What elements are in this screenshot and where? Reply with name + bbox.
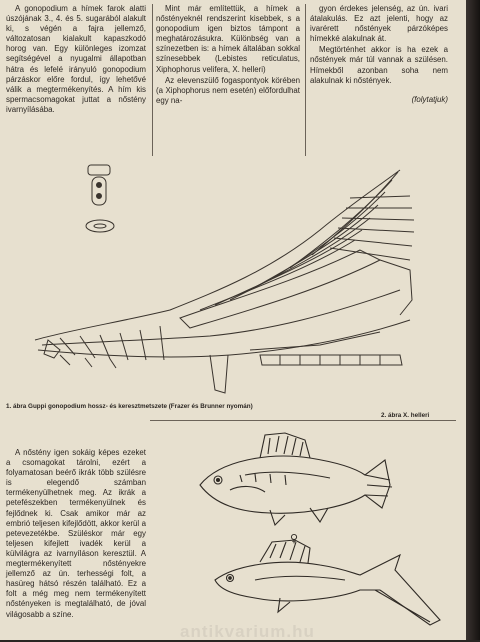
paragraph: Mint már említettük, a hímek a nőstényeknél rendszerint kisebbek, s a gonopodium igen biztos támpont a meghatározásukra. Különbség van a színezetben is: a hímek általában sokkal színesebbek (Lebistes reticulatus, Xiphophorus velifera, X. helleri) — [156, 4, 300, 74]
figure-caption-2: 2. ábra X. helleri — [381, 412, 430, 419]
column-rule — [152, 4, 153, 156]
text-column-2 — [156, 4, 300, 106]
binding-edge — [466, 0, 480, 640]
text-column-4 — [6, 448, 146, 620]
text-column-3 — [310, 4, 448, 105]
figure-caption-1: 1. ábra Guppi gonopodium hossz- és keresztmetszete (Frazer és Brunner nyomán) — [6, 403, 253, 410]
watermark: antikvarium.hu — [180, 622, 315, 641]
paragraph: Az elevenszülő fogaspontyok körében (a Xiphophorus nem esetén) előfordulhat egy na- — [156, 75, 300, 105]
paragraph: Megtörténhet akkor is ha ezek a nőstények már túl vannak a szülésen. Hímekből azonban soha nem alakulnak ki nőstények. — [310, 45, 448, 85]
section-rule — [150, 420, 456, 421]
signoff: (folytatjuk) — [411, 94, 448, 104]
swordtail-male-drawing — [215, 540, 440, 625]
paragraph: A gonopodium a hímek farok alatti úszójának 3., 4. és 5. sugarából alakult ki, s végén a fajra jellemző, változatosan kialakult kapaszkodó horog van. Egy különleges izomzat segítségével a nyugalmi állapotban hátra és lefelé irányuló gonopodium párzáskor előre fordul, így lehetővé válik a megtermékenyítés. A hím kis spermacsomagokat juttat a nőstény ivarnyílásába. — [6, 4, 146, 114]
column-rule — [305, 4, 306, 156]
gonopodium-figure — [0, 150, 466, 410]
cross-section-drawing — [86, 165, 114, 232]
female-symbol: ♀ — [290, 532, 299, 545]
swordtail-female-drawing — [200, 433, 392, 545]
fish-figure — [160, 430, 460, 640]
text-column-1 — [6, 4, 146, 115]
gonopodium-longitudinal-drawing — [35, 170, 414, 393]
paragraph: gyon érdekes jelenség, az ún. ivari átalakulás. Ez azt jelenti, hogy az ivarérett nőstények párzóképes hímekké alakulnak át. — [310, 4, 448, 44]
paragraph: A nőstény igen sokáig képes ezeket a csomagokat tárolni, ezért a folyamatosan beérő ikrák több szülésre is elegendő számban termékenyülhetnek meg. Az ikrák a petefészekben termékenyülnek és fejlődnek ki. Csak amikor már az embrió teljesen kifejlődött, akkor kerül a petevezetékbe. Szüléskor már egy teljesen kifejlett ivadék kerül a külvilágra az ivarnyíláson keresztül. A megtermékenyített nőstényekre jellemző az ún. terhességi folt, a hasüreg hátsó részén található. Ez a folt a még meg nem termékenyített nőstényeken is megtalálható, de jóval világosabb a színe. — [6, 448, 146, 619]
